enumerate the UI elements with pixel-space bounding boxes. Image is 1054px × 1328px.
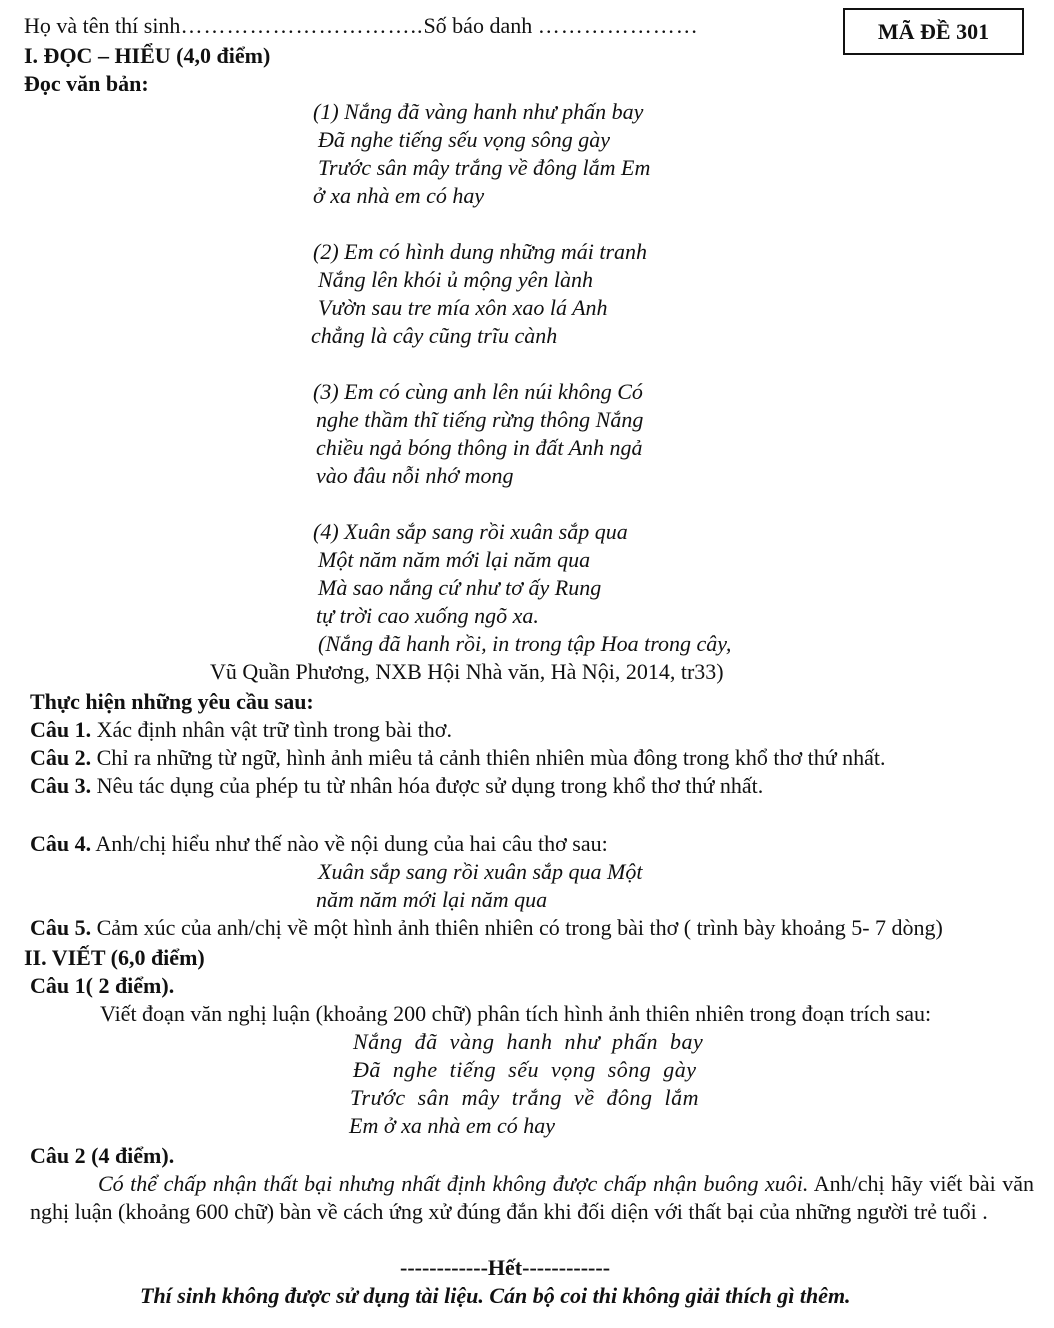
poem-line: (2) Em có hình dung những mái tranh [313, 239, 648, 264]
poem-line: Vườn sau tre mía xôn xao lá Anh [318, 295, 608, 320]
footer-note: Thí sinh không được sử dụng tài liệu. Cán bộ coi thi không giải thích gì thêm. [140, 1283, 851, 1308]
candidate-number-dots: ………………… [537, 13, 699, 38]
question-label: Câu 3. [30, 773, 92, 798]
question-text: Cảm xúc của anh/chị về một hình ảnh thiên nhiên có trong bài thơ ( trình bày khoảng 5- 7 dòng) [91, 915, 943, 940]
poem-line: Một năm năm mới lại năm qua [318, 547, 591, 572]
question-5 [30, 914, 943, 942]
excerpt-line: Nắng đã vàng hanh như phấn bay [353, 1029, 704, 1054]
poem-line: nghe thầm thĩ tiếng rừng thông Nắng [316, 407, 644, 432]
question-3 [30, 772, 763, 800]
quote-line: năm năm mới lại năm qua [316, 887, 548, 912]
source-title: (Nắng đã hanh rồi, in trong tập [318, 631, 601, 656]
question-label: Câu 1. [30, 717, 92, 742]
question-text: Xác định nhân vật trữ tình trong bài thơ. [91, 717, 452, 742]
writing-question-2-text [30, 1170, 1034, 1226]
exam-code-box [843, 8, 1024, 55]
question-label: Câu 2. [30, 745, 92, 770]
candidate-name-dots: ………………………….. [180, 13, 424, 38]
writing-question-2-body: Anh/chị hãy viết bài văn nghị luận (khoảng 600 chữ) bàn về cách ứng xử đúng đắn khi đối diện với thất bại của những người trẻ tuổi . [30, 1171, 1035, 1224]
tasks-label: Thực hiện những yêu cầu sau: [30, 689, 314, 714]
read-label: Đọc văn bản: [24, 71, 149, 96]
poem-line: (3) Em có cùng anh lên núi không Có [313, 379, 643, 404]
excerpt-line: Trước sân mây trắng về đông lắm [350, 1085, 700, 1110]
question-text: Anh/chị hiểu như thế nào về nội dung của hai câu thơ sau: [91, 831, 608, 856]
excerpt-line: Đã nghe tiếng sếu vọng sông gày [353, 1057, 697, 1082]
poem-line: Đã nghe tiếng sếu vọng sông gày [318, 127, 611, 152]
question-2 [30, 744, 886, 772]
poem-line: (4) Xuân sắp sang rồi xuân sắp qua [313, 519, 628, 544]
excerpt-line: Em ở xa nhà em có hay [349, 1113, 556, 1138]
poem-line: chẳng là cây cũng trĩu cành [311, 323, 558, 348]
section-2-title: II. VIẾT (6,0 điểm) [24, 945, 205, 970]
section-1-title: I. ĐỌC – HIỂU (4,0 điểm) [24, 43, 271, 68]
question-text: Nêu tác dụng của phép tu từ nhân hóa được sử dụng trong khổ thơ thứ nhất. [91, 773, 764, 798]
candidate-number-label: Số báo danh [423, 13, 533, 38]
source-citation-line-1 [318, 630, 731, 658]
question-4 [30, 830, 608, 858]
poem-line: ở xa nhà em có hay [313, 183, 485, 208]
question-label: Câu 5. [30, 915, 92, 940]
exam-code: MÃ ĐỀ 301 [877, 18, 990, 44]
poem-line: Trước sân mây trắng về đông lắm Em [318, 155, 651, 180]
poem-line: Mà sao nắng cứ như tơ ấy Rung [318, 575, 602, 600]
quote-line: Xuân sắp sang rồi xuân sắp qua Một [318, 859, 643, 884]
candidate-name-line [24, 12, 699, 40]
writing-question-1-label: Câu 1( 2 điểm). [30, 973, 175, 998]
poem-line: (1) Nắng đã vàng hanh như phấn bay [313, 99, 644, 124]
writing-question-1-text: Viết đoạn văn nghị luận (khoảng 200 chữ) phân tích hình ảnh thiên nhiên trong đoạn trích sau: [100, 1001, 932, 1026]
poem-line: vào đâu nỗi nhớ mong [316, 463, 514, 488]
poem-line: chiều ngả bóng thông in đất Anh ngả [316, 435, 643, 460]
question-1 [30, 716, 452, 744]
question-text: Chỉ ra những từ ngữ, hình ảnh miêu tả cảnh thiên nhiên mùa đông trong khổ thơ thứ nhất. [91, 745, 886, 770]
writing-question-2-label: Câu 2 (4 điểm). [30, 1143, 175, 1168]
source-book: Hoa trong cây, [600, 631, 732, 656]
end-mark: ------------Hết------------ [400, 1255, 611, 1280]
source-citation-line-2: Vũ Quần Phương, NXB Hội Nhà văn, Hà Nội, 2014, tr33) [210, 659, 724, 684]
candidate-name-label: Họ và tên thí sinh [24, 13, 181, 38]
poem-line: Nắng lên khói ủ mộng yên lành [318, 267, 593, 292]
poem-line: tự trời cao xuống ngõ xa. [316, 603, 539, 628]
question-label: Câu 4. [30, 831, 92, 856]
writing-question-2-quote: Có thể chấp nhận thất bại nhưng nhất định không được chấp nhận buông xuôi. [98, 1171, 809, 1196]
